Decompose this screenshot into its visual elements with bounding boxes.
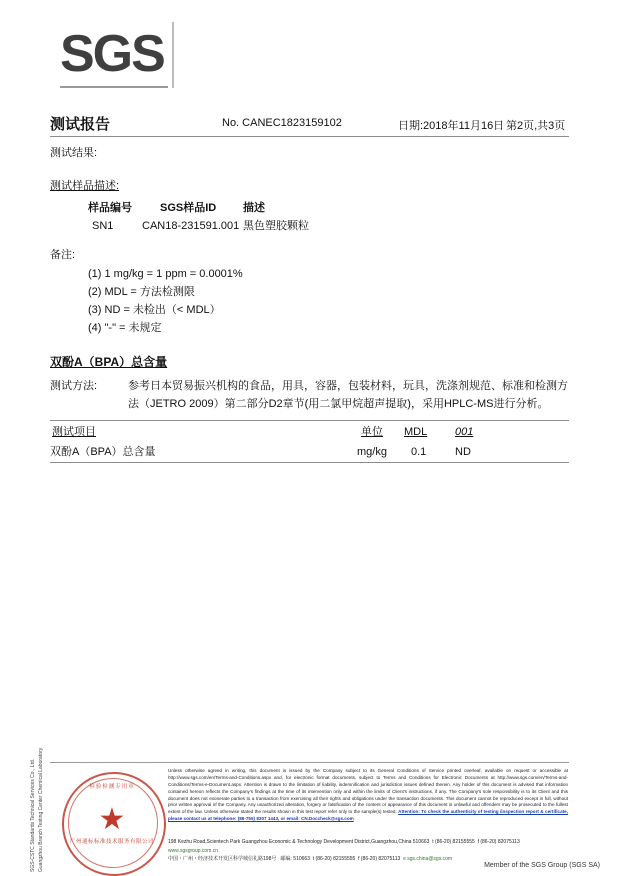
report-date: 日期:2018年11月16日 <box>398 120 505 132</box>
remark-item: (1) 1 mg/kg = 1 ppm = 0.0001% <box>88 268 243 280</box>
zip-en: 510663 <box>412 839 430 845</box>
email-cn[interactable]: e sgs.china@sgs.com <box>403 856 453 862</box>
results-table-top-rule <box>50 420 569 421</box>
sample-table-header-no: 样品编号 <box>88 202 132 214</box>
results-table-bottom-rule <box>50 462 569 463</box>
footer-divider <box>50 762 569 763</box>
results-cell-unit: mg/kg <box>357 446 387 458</box>
sample-table-header-id: SGS样品ID <box>160 202 217 214</box>
sample-table-header-desc: 描述 <box>243 202 265 214</box>
seal-bottom-text: 广州通标标准技术服务有限公司 <box>69 839 154 845</box>
star-icon: ★ <box>98 803 126 836</box>
page-indicator: 第2页,共3页 <box>506 120 566 132</box>
fax-cn: f (86-20) 82075113 <box>358 856 401 862</box>
sample-description-label: 测试样品描述: <box>50 180 120 192</box>
vertical-lab-line-1: SGS-CSTC Standards Technical Services Co., Ltd. <box>30 758 36 872</box>
test-method-label: 测试方法: <box>50 380 98 392</box>
company-seal-stamp <box>62 772 166 876</box>
test-method-line-1: 参考日本贸易振兴机构的食品，用具，容器，包装材料，玩具，洗涤剂规范、标准和检测方 <box>128 380 568 392</box>
legal-disclaimer <box>168 768 568 823</box>
tel-cn: t (86-20) 82155555 <box>312 856 356 862</box>
vertical-lab-name <box>30 747 44 872</box>
remarks-label: 备注: <box>50 249 76 261</box>
logo-underline <box>60 86 168 88</box>
member-note: Member of the SGS Group (SGS SA) <box>484 862 600 869</box>
results-header-sample-001: 001 <box>455 426 474 438</box>
tel-en: t (86-20) 82155555 <box>432 839 475 845</box>
results-cell-item: 双酚A（BPA）总含量 <box>50 446 156 458</box>
results-cell-value: ND <box>455 446 471 458</box>
fax-en: f (86-20) 82075113 <box>477 839 520 845</box>
legal-text: Unless otherwise agreed in writing, this document is issued by the Company subject to its General Conditions of Service printed overleaf, available on request or accessible at http://www.sgs.com/en/Terms-and-Conditions.aspx and, for electronic format documents, subject to Terms and Conditions for Electronic Documents at http://www.sgs.com/en/Terms-and-Conditions/Terms-e-Document.aspx. Attention is drawn to the limitation of liability, indemnification and jurisdiction issues defined therein. Any holder of this document is advised that information contained hereon reflects the Company's findings at the time of its intervention only and within the limits of Client's instructions, if any. The Company's sole responsibility is to its Client and this document does not exonerate parties to a transaction from exercising all their rights and obligations under the transaction documents. This document cannot be reproduced except in full, without prior written approval of the Company. Any unauthorized alteration, forgery or falsification of the content or appearance of this document is unlawful and offenders may be prosecuted to the fullest extent of the law. Unless otherwise stated the results shown in this test report refer only to the sample(s) tested. <box>168 768 568 815</box>
report-number: No. CANEC1823159102 <box>222 117 342 129</box>
test-method-line-2: 法（JETRO 2009）第二部分D2章节(用二氯甲烷超声提取)，采用HPLC-MS进行分析。 <box>128 398 549 410</box>
page-title: 测试报告 <box>50 116 111 133</box>
remark-item: (2) MDL = 方法检测限 <box>88 286 195 298</box>
header-divider <box>50 136 569 137</box>
results-cell-mdl: 0.1 <box>411 446 427 458</box>
sgs-logo: SGS <box>60 25 164 83</box>
seal-top-text: 检验检测专用章 <box>89 784 135 790</box>
address-cn: 中国・广州・经济技术开发区科学城信礼路198号 <box>168 856 277 862</box>
vertical-lab-line-2: Guangzhou Branch Testing Center Chemical Laboratory <box>38 747 44 872</box>
logo-divider <box>172 22 174 88</box>
zip-cn: 邮编: 510663 <box>280 856 310 862</box>
results-header-item: 测试项目 <box>52 426 96 438</box>
legal-verify-text[interactable]: Attention: To check the authenticity of testing /inspection report & certificate, please contact us at telephone: (86-755) 8307 1443, or email: CN.Doccheck@sgs.com <box>168 809 568 822</box>
footer-address-block <box>168 838 570 864</box>
remark-item: (3) ND = 未检出（< MDL） <box>88 304 221 316</box>
section-title-bpa: 双酚A（BPA）总含量 <box>50 355 168 369</box>
address-en-line <box>168 838 570 855</box>
web-en[interactable]: www.sgsgroup.com.cn <box>168 847 219 854</box>
results-header-mdl: MDL <box>404 426 428 438</box>
sample-table-row-id: CAN18-231591.001 <box>142 220 240 232</box>
results-header-unit: 单位 <box>361 426 383 438</box>
remark-item: (4) "-" = 未规定 <box>88 322 162 334</box>
address-en: 198 Kezhu Road,Scientech Park Guangzhou Economic & Technology Development District,Guangzhou,China <box>168 839 412 845</box>
sample-table-row-no: SN1 <box>92 220 114 232</box>
sample-table-row-desc: 黑色塑胶颗粒 <box>243 220 309 232</box>
results-label: 测试结果: <box>50 147 98 159</box>
